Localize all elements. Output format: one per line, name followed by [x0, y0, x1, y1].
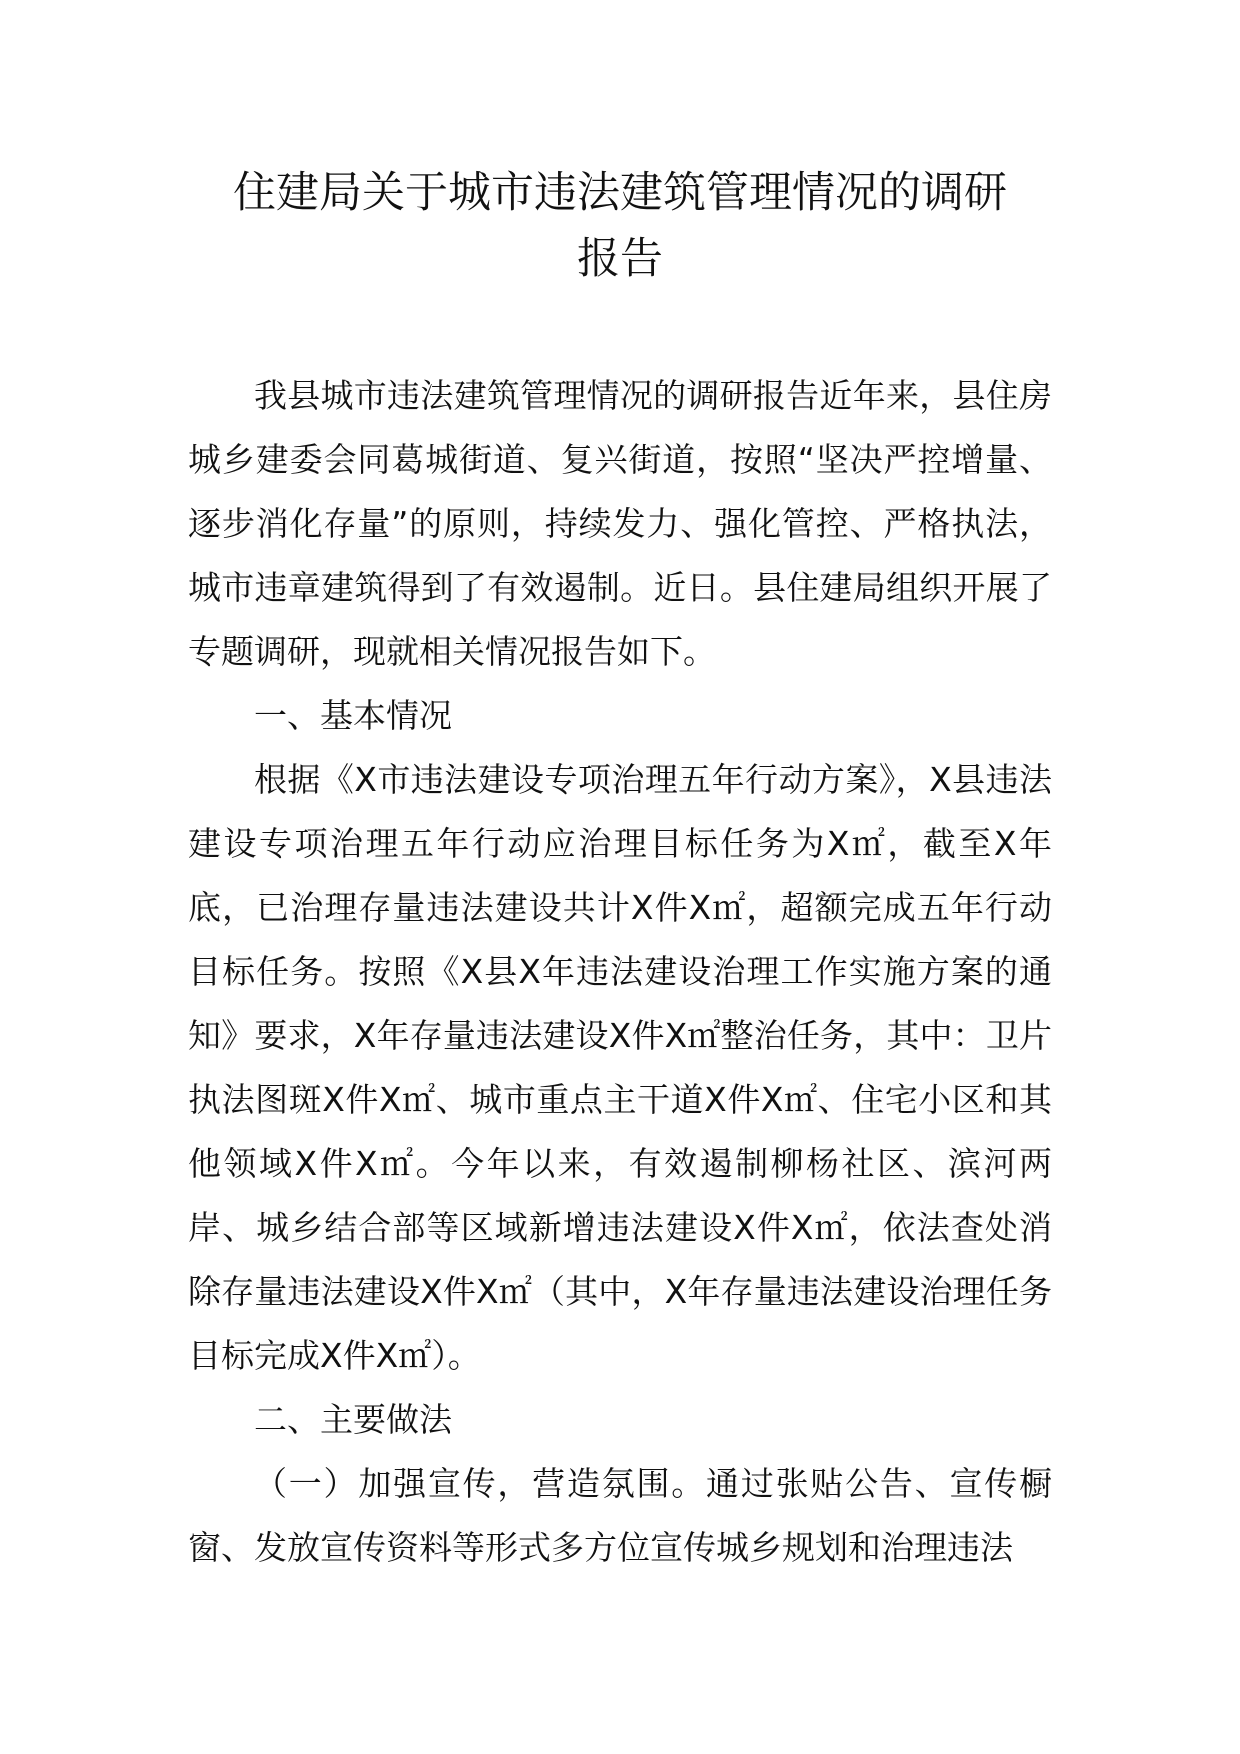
document-body — [188, 364, 1052, 1580]
title-line-2: 报告 — [577, 234, 663, 284]
intro-paragraph: 我县城市违法建筑管理情况的调研报告近年来，县住房城乡建委会同葛城街道、复兴街道，按照“坚决严控增量、逐步消化存量”的原则，持续发力、强化管控、严格执法，城市违章建筑得到了有效遏制。近日。县住建局组织开展了专题调研，现就相关情况报告如下。 — [188, 376, 1052, 671]
section-heading-basic-situation: 一、基本情况 — [254, 696, 452, 735]
practice-paragraph-1: （一）加强宣传，营造氛围。通过张贴公告、宣传橱窗、发放宣传资料等形式多方位宣传城乡规划和治理违法 — [188, 1464, 1052, 1567]
document-title — [186, 160, 1054, 292]
title-line-1: 住建局关于城市违法建筑管理情况的调研 — [233, 168, 1007, 218]
section-heading-main-practices: 二、主要做法 — [254, 1400, 452, 1439]
basic-situation-paragraph: 根据《X市违法建设专项治理五年行动方案》，X县违法建设专项治理五年行动应治理目标任务为X㎡，截至X年底，已治理存量违法建设共计X件X㎡，超额完成五年行动目标任务。按照《X县X年违法建设治理工作实施方案的通知》要求，X年存量违法建设X件X㎡整治任务，其中：卫片执法图斑X件X㎡、城市重点主干道X件X㎡、住宅小区和其他领域X件X㎡。今年以来，有效遏制柳杨社区、滨河两岸、城乡结合部等区域新增违法建设X件X㎡，依法查处消除存量违法建设X件X㎡（其中，X年存量违法建设治理任务目标完成X件X㎡）。 — [188, 760, 1052, 1375]
